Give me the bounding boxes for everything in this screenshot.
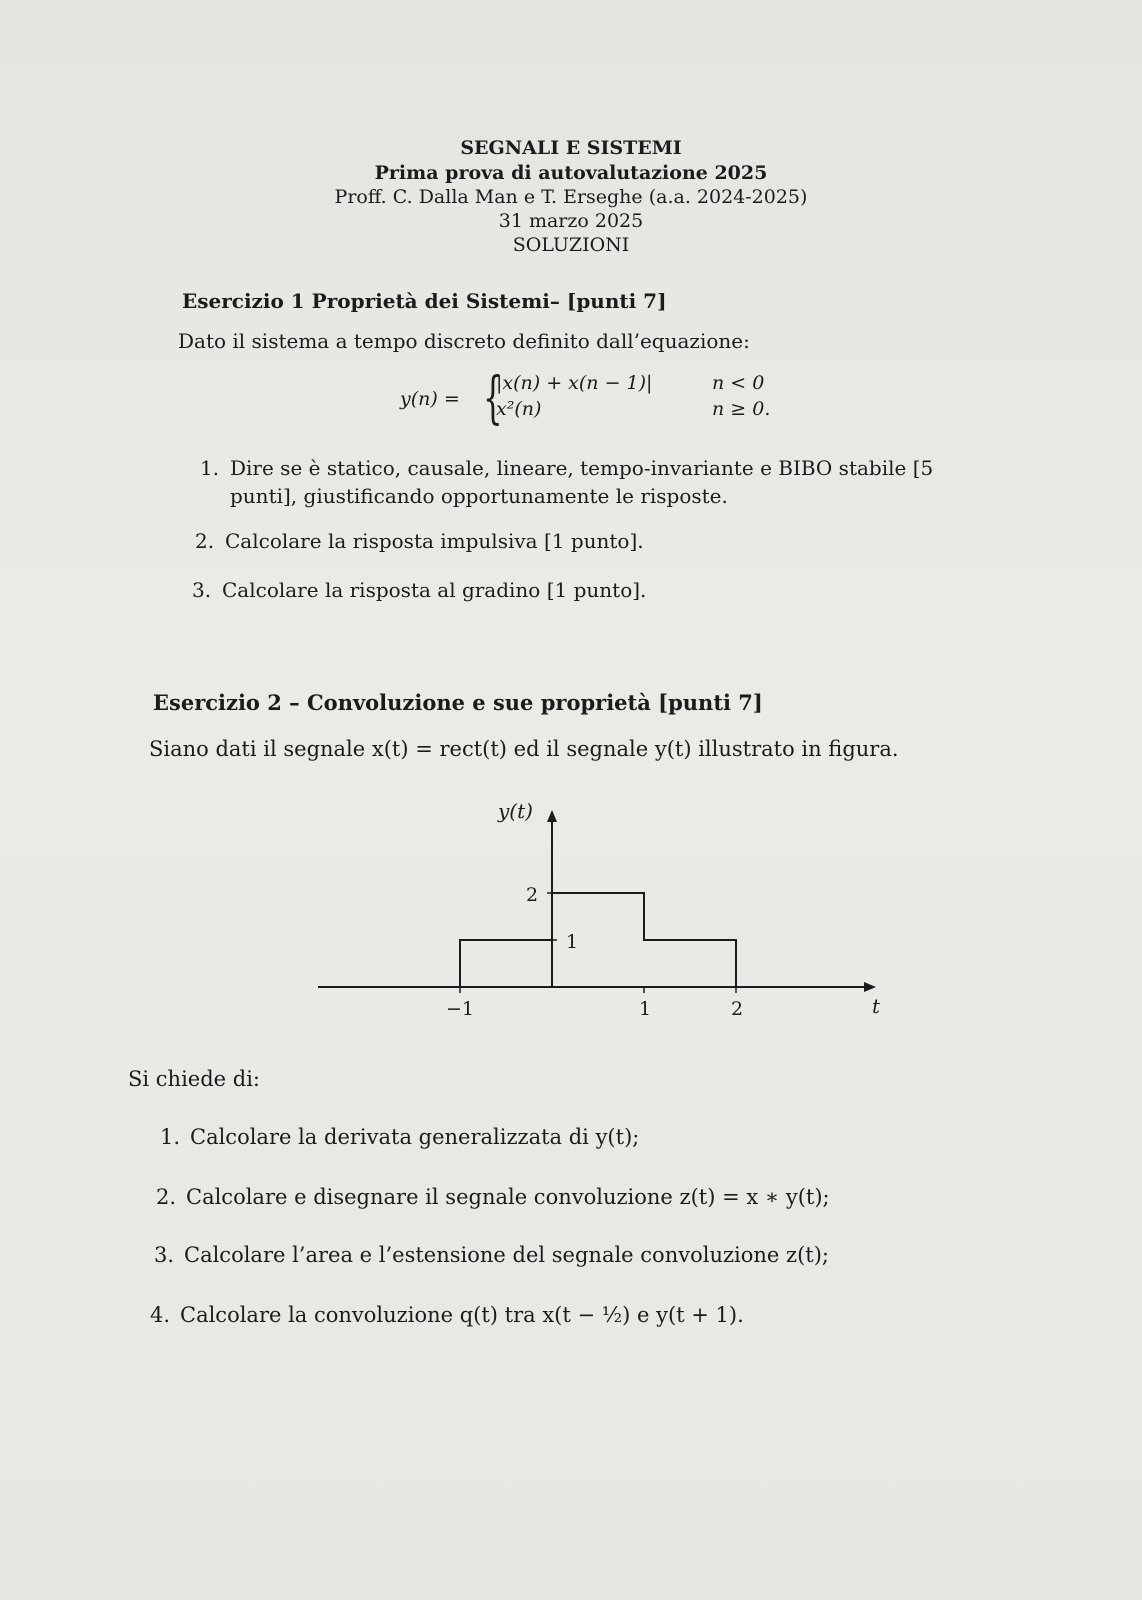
x-tick-label-1: 1	[639, 998, 652, 1020]
signal-curve	[460, 893, 736, 987]
x-tick-label-2: 2	[731, 998, 744, 1020]
equation-brace: {	[483, 366, 503, 431]
ask-label: Si chiede di:	[128, 1067, 260, 1091]
y-axis-label: y(t)	[498, 799, 533, 823]
equation-case1-cond: n < 0	[712, 372, 765, 394]
exercise1-item-3: 3. Calcolare la risposta al gradino [1 punto].	[192, 578, 647, 602]
exercise1-item-2: 2. Calcolare la risposta impulsiva [1 punto].	[195, 529, 644, 553]
exercise2-intro: Siano dati il segnale x(t) = rect(t) ed il segnale y(t) illustrato in figura.	[149, 737, 899, 761]
exam-date: 31 marzo 2025	[498, 210, 644, 232]
equation-case2-expr: x²(n)	[496, 398, 542, 420]
professors: Proff. C. Dalla Man e T. Erseghe (a.a. 2024-2025)	[334, 186, 808, 208]
course-title: SEGNALI E SISTEMI	[460, 137, 682, 159]
exercise2-item-4: 4. Calcolare la convoluzione q(t) tra x(t − ½) e y(t + 1).	[150, 1303, 744, 1327]
x-axis-label: t	[872, 994, 881, 1018]
equation-case1-expr: |x(n) + x(n − 1)|	[496, 372, 653, 394]
x-axis-arrow	[864, 982, 876, 992]
exercise1-item-1: 1. Dire se è statico, causale, lineare, tempo-invariante e BIBO stabile [5	[200, 456, 934, 480]
equation-case2-cond: n ≥ 0.	[712, 398, 771, 420]
exercise2-item-2: 2. Calcolare e disegnare il segnale convoluzione z(t) = x ∗ y(t);	[156, 1185, 830, 1209]
exercise1-item-1-cont: punti], giustificando opportunamente le risposte.	[230, 484, 728, 508]
y-tick-label-1: 1	[566, 931, 579, 953]
system-equation	[400, 366, 800, 432]
y-tick-label-0: 2	[526, 884, 539, 906]
exercise2-item-3: 3. Calcolare l’area e l’estensione del segnale convoluzione z(t);	[154, 1243, 829, 1267]
x-tick-label-0: −1	[446, 998, 475, 1020]
equation-lhs: y(n) =	[400, 388, 460, 410]
exercise1-intro: Dato il sistema a tempo discreto definito dall’equazione:	[178, 329, 750, 353]
exercise2-title: Esercizio 2 – Convoluzione e sue proprietà [punti 7]	[153, 690, 763, 715]
exercise2-item-1: 1. Calcolare la derivata generalizzata di y(t);	[160, 1125, 640, 1149]
test-title: Prima prova di autovalutazione 2025	[374, 162, 768, 184]
exercise1-title: Esercizio 1 Proprietà dei Sistemi– [punti 7]	[182, 289, 667, 313]
y-axis-arrow	[547, 810, 557, 822]
document-kind: SOLUZIONI	[512, 234, 630, 256]
